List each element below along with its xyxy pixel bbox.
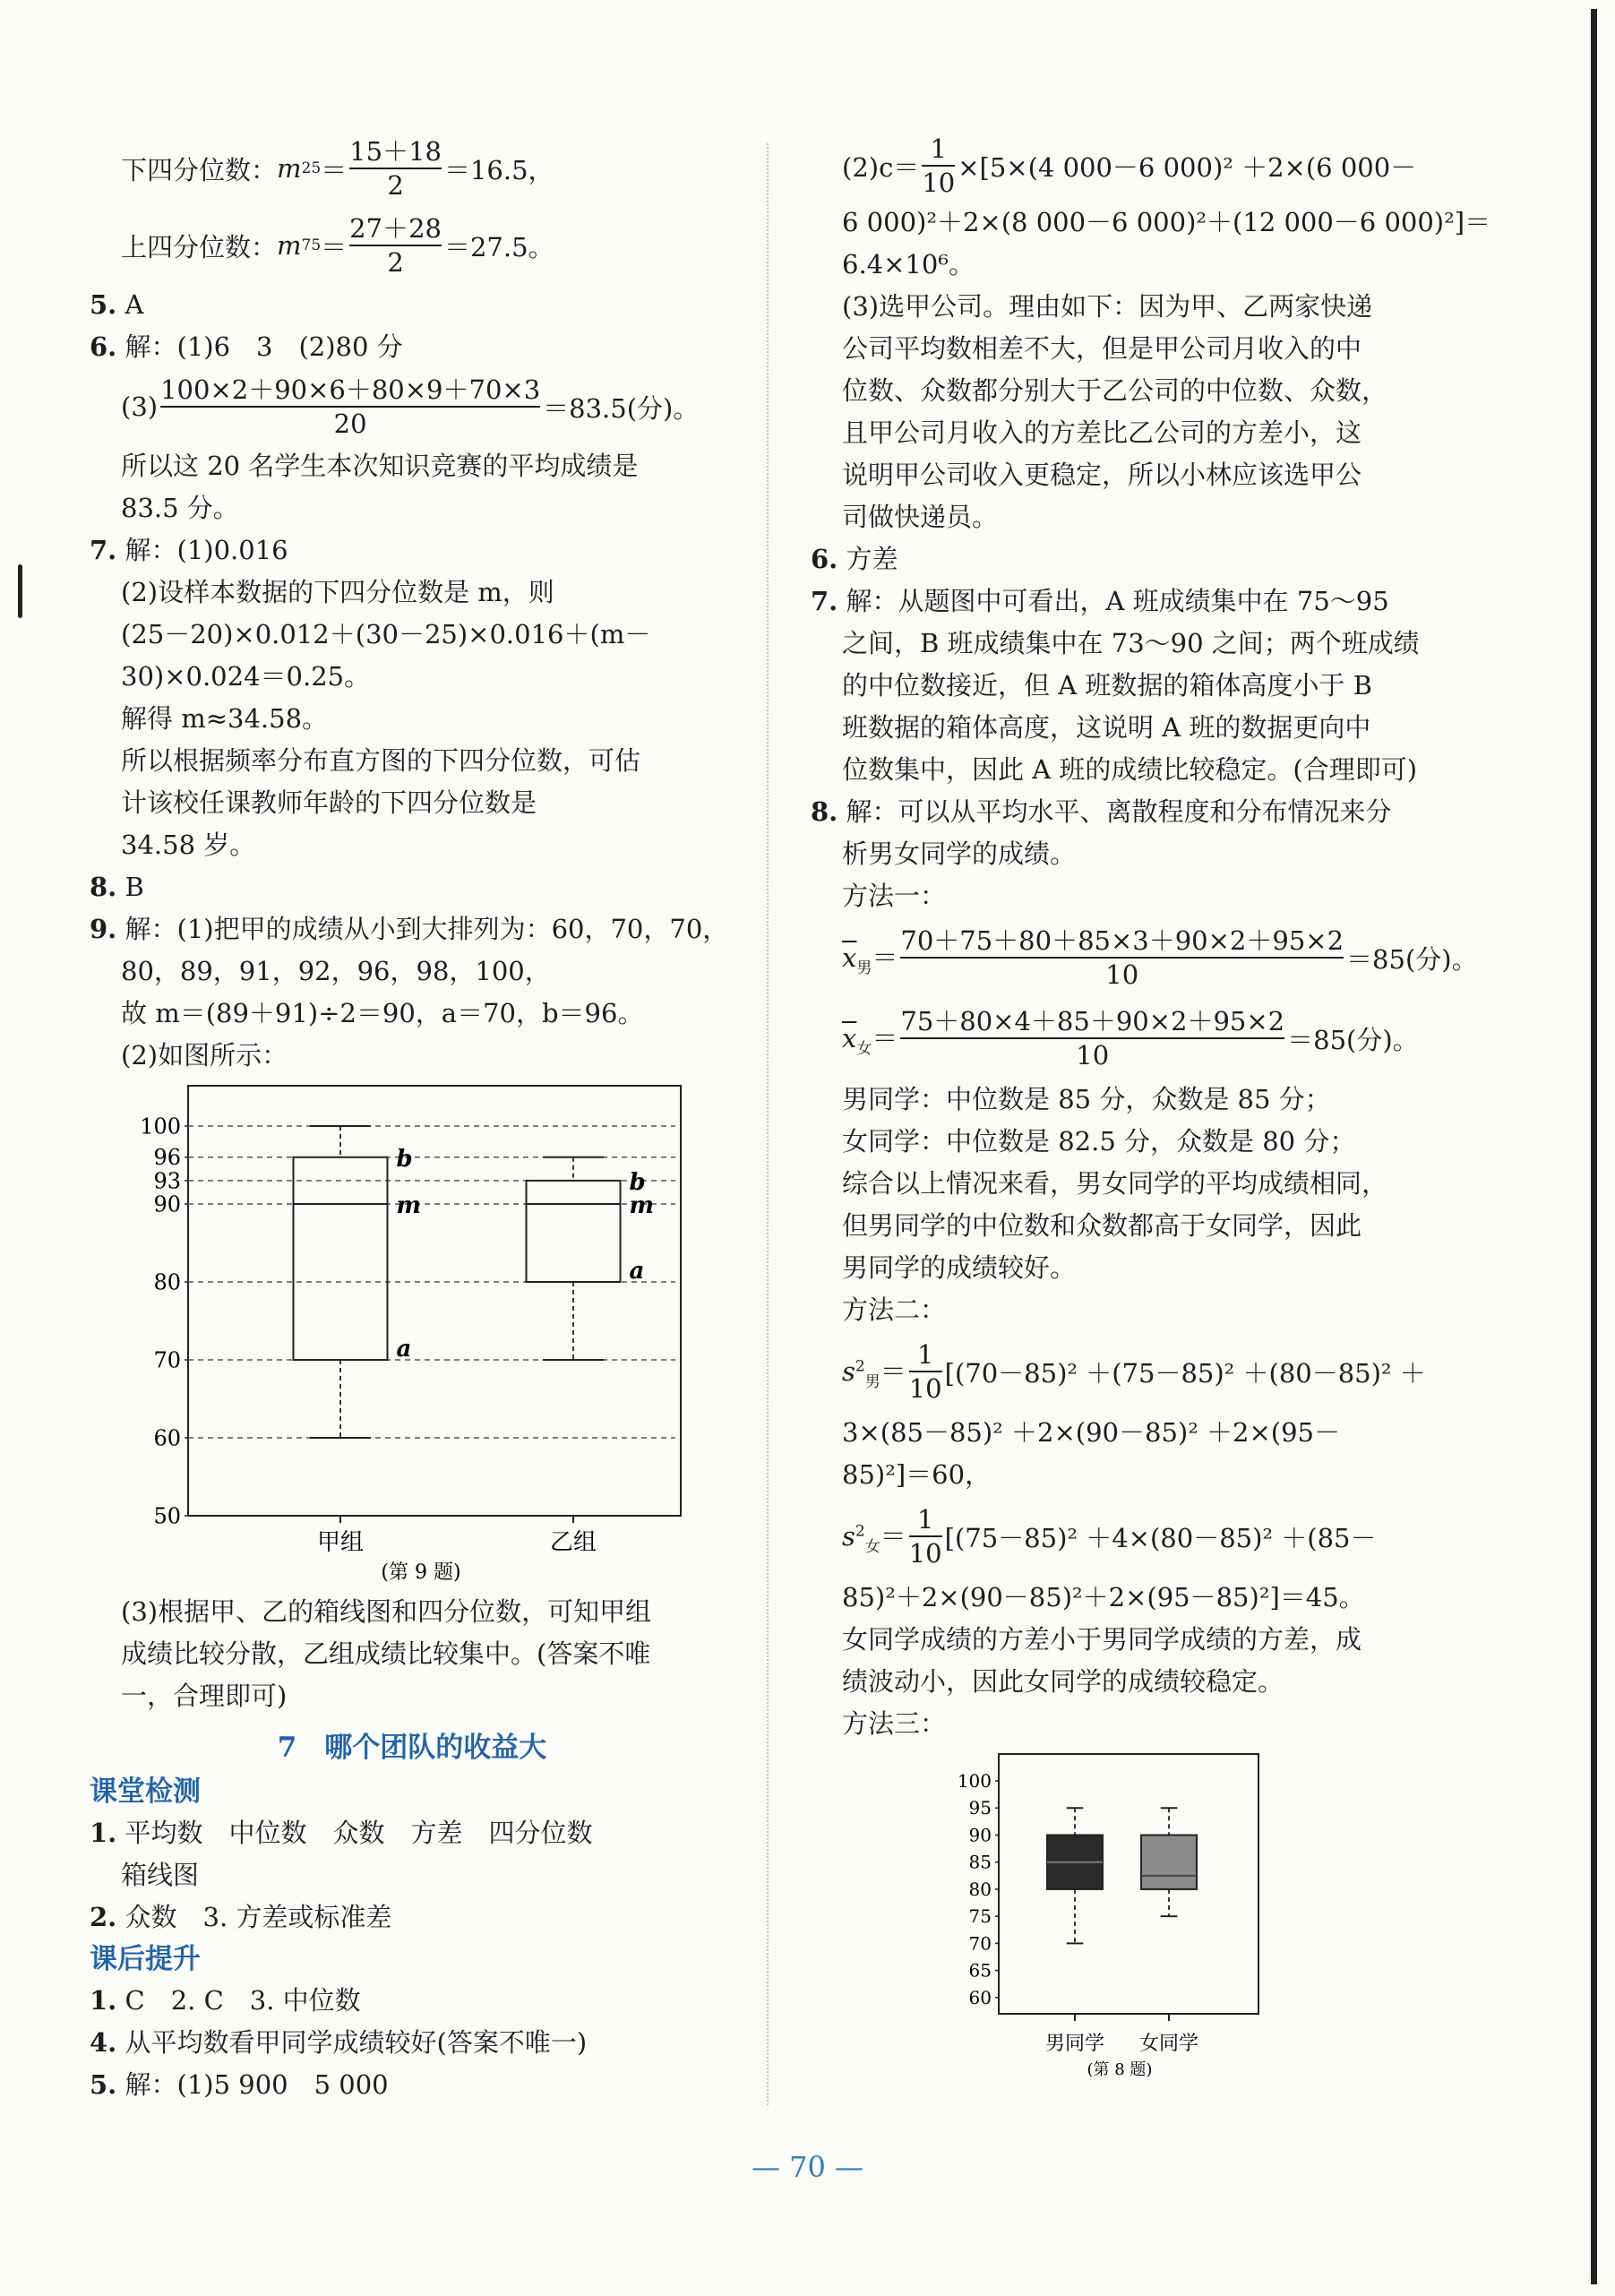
answer-text: 位数集中，因此 A 班的成绩比较稳定。(合理即可) bbox=[842, 754, 1418, 785]
mean-girl-formula bbox=[811, 998, 1465, 1079]
answer-text: (2)设样本数据的下四分位数是 m，则 bbox=[121, 577, 554, 607]
formula-result: ＝85(分)。 bbox=[1287, 1024, 1419, 1055]
answer-text: 司做快递员。 bbox=[842, 502, 999, 532]
denominator: 10 bbox=[909, 1535, 942, 1569]
formula-subscript: 女 bbox=[856, 1039, 872, 1058]
formula-subscript: 女 bbox=[864, 1537, 881, 1556]
annotation-label: m bbox=[396, 1192, 422, 1219]
answer-text: 6 000)²＋2×(8 000－6 000)²＋(12 000－6 000)²]＝ bbox=[842, 207, 1491, 237]
ketang-line bbox=[90, 1812, 734, 1854]
y-tick-label: 70 bbox=[153, 1347, 181, 1373]
question-number: 6. bbox=[90, 331, 117, 362]
answer-text: C 2. C 3. 中位数 bbox=[125, 1985, 361, 2016]
chart-title bbox=[954, 1745, 1050, 1746]
formula-result: ＝83.5(分)。 bbox=[543, 392, 700, 424]
answer-text: 析男女同学的成绩。 bbox=[842, 838, 1077, 869]
answer-text: 众数 3. 方差或标准差 bbox=[125, 1902, 392, 1932]
y-tick-label: 100 bbox=[957, 1770, 992, 1792]
answer-text: 所以根据频率分布直方图的下四分位数，可估 bbox=[121, 745, 641, 776]
answer-text: 班数据的箱体高度，这说明 A 班的数据更向中 bbox=[842, 712, 1371, 743]
subsection-heading-kehou: 课后提升 bbox=[90, 1943, 201, 1975]
chart-caption: (第 8 题) bbox=[1087, 2060, 1153, 2079]
lower-quartile-formula: 下四分位数： m 25 ＝ $\frac{15+18}{2}$ ＝16.5， bbox=[121, 136, 554, 201]
question-number: 7. bbox=[811, 586, 838, 616]
box-甲组 bbox=[294, 1157, 388, 1360]
answer-text: 解：从题图中可看出，A 班成绩集中在 75～95 bbox=[846, 586, 1389, 616]
kehou-line bbox=[90, 2022, 734, 2064]
annotation-label: a bbox=[396, 1336, 412, 1363]
answer-text: 且甲公司月收入的方差比乙公司的方差小，这 bbox=[842, 417, 1362, 448]
y-tick-label: 70 bbox=[968, 1932, 992, 1955]
question-number: 4. bbox=[90, 2027, 117, 2058]
answer-text: 30)×0.024＝0.25。 bbox=[121, 661, 371, 692]
denominator: 10 bbox=[900, 1037, 1284, 1071]
answer-text: 女同学：中位数是 82.5 分，众数是 80 分； bbox=[842, 1126, 1356, 1157]
formula-label: 上四分位数： bbox=[121, 231, 278, 262]
answer-7-line1 bbox=[811, 580, 1465, 623]
denominator: 20 bbox=[160, 406, 540, 440]
fraction bbox=[900, 1005, 1284, 1071]
answer-text: 男同学：中位数是 85 分，众数是 85 分； bbox=[842, 1084, 1331, 1114]
answer-text: 所以这 20 名学生本次知识竞赛的平均成绩是 bbox=[121, 451, 639, 481]
section-title: 7 哪个团队的收益大 bbox=[277, 1732, 547, 1764]
kehou-line bbox=[90, 2064, 734, 2106]
answer-text: 方法一： bbox=[842, 881, 947, 911]
question-number: 1. bbox=[90, 1818, 117, 1848]
boxplot-chart-q8 bbox=[811, 1745, 1465, 2089]
formula-subscript: 男 bbox=[856, 959, 872, 977]
answer-text: 解：(1)0.016 bbox=[125, 535, 288, 565]
answer-text: 解：(1)5 900 5 000 bbox=[125, 2069, 389, 2100]
symbol-char: $\overline{x}$ bbox=[842, 942, 857, 974]
answer-text: 平均数 中位数 众数 方差 四分位数 bbox=[125, 1818, 593, 1848]
question-number: 8. bbox=[90, 872, 117, 902]
answer-text: 一，合理即可) bbox=[121, 1681, 288, 1711]
answer-text: 成绩比较分散，乙组成绩比较集中。(答案不唯 bbox=[121, 1638, 651, 1669]
formula-subscript: 男 bbox=[864, 1372, 881, 1391]
answer-text: 位数、众数都分别大于乙公司的中位数、众数， bbox=[842, 375, 1388, 406]
answer-text: 83.5 分。 bbox=[121, 493, 239, 523]
answer-text: 从平均数看甲同学成绩较好(答案不唯一) bbox=[125, 2027, 588, 2058]
y-tick-label: 90 bbox=[153, 1191, 181, 1217]
formula-result: ＝85(分)。 bbox=[1346, 943, 1478, 975]
symbol-char: s bbox=[842, 1356, 855, 1388]
answer-text: B bbox=[125, 872, 144, 902]
answer-text: 说明甲公司收入更稳定，所以小林应该选甲公 bbox=[842, 460, 1362, 490]
annotation-label: b bbox=[396, 1145, 413, 1173]
numerator: 1 bbox=[916, 1504, 934, 1535]
scan-edge-mark bbox=[1591, 9, 1597, 2284]
fraction bbox=[349, 135, 442, 202]
question-number: 5. bbox=[90, 289, 117, 320]
answer-text: (2)如图所示： bbox=[121, 1040, 288, 1071]
denominator: 2 bbox=[349, 245, 442, 279]
y-tick-label: 50 bbox=[153, 1503, 181, 1529]
y-tick-label: 93 bbox=[153, 1168, 181, 1194]
numerator: 70＋75＋80＋85×3＋90×2＋95×2 bbox=[900, 925, 1344, 956]
right-column bbox=[811, 130, 1491, 2089]
numerator: 100×2＋90×6＋80×9＋70×3 bbox=[160, 374, 541, 405]
denominator: 2 bbox=[349, 168, 442, 202]
annotation-label: b bbox=[629, 1168, 646, 1196]
formula-label: (2)c＝ bbox=[842, 151, 920, 183]
answer-6-line1 bbox=[90, 326, 734, 368]
fraction bbox=[900, 924, 1344, 991]
page-number: — 70 — bbox=[751, 2150, 864, 2184]
numerator: 1 bbox=[916, 1339, 934, 1370]
fraction bbox=[349, 212, 442, 279]
fraction bbox=[160, 374, 540, 440]
answer-text: (3)根据甲、乙的箱线图和四分位数，可知甲组 bbox=[121, 1596, 652, 1627]
numerator: 15＋18 bbox=[349, 136, 442, 167]
formula-label: 下四分位数： bbox=[121, 154, 278, 185]
mean-boy-formula bbox=[811, 917, 1478, 998]
chart-frame bbox=[188, 1086, 681, 1516]
fraction bbox=[922, 133, 955, 199]
formula-label: (3) bbox=[121, 391, 159, 422]
answer-text: 6.4×10⁶。 bbox=[842, 249, 975, 279]
question-number: 9. bbox=[90, 914, 117, 944]
formula-result: ×[5×(4 000－6 000)² ＋2×(6 000－ bbox=[958, 151, 1417, 183]
answer-text: 3×(85－85)² ＋2×(90－85)² ＋2×(95－ bbox=[842, 1417, 1341, 1448]
variance-boy-formula bbox=[811, 1331, 1465, 1412]
ketang-line bbox=[90, 1896, 734, 1939]
chart-caption: (第 9 题) bbox=[381, 1561, 461, 1584]
answer-text: 解：可以从平均水平、离散程度和分布情况来分 bbox=[846, 796, 1392, 827]
formula-result: ＝16.5， bbox=[443, 154, 554, 185]
x-category-label: 女同学 bbox=[1138, 2033, 1199, 2055]
answer-text: 之间，B 班成绩集中在 73～90 之间；两个班成绩 bbox=[842, 628, 1420, 658]
variance-symbol: $s^2_男=$ bbox=[842, 1356, 906, 1391]
question-number: 1. bbox=[90, 1985, 117, 2016]
annotation-label: m bbox=[629, 1192, 655, 1219]
formula-subscript: 25 bbox=[301, 159, 322, 177]
question-number: 7. bbox=[90, 535, 117, 565]
answer-text: 女同学成绩的方差小于男同学成绩的方差，成 bbox=[842, 1624, 1362, 1655]
answer-text: 解：(1)6 3 (2)80 分 bbox=[125, 331, 403, 362]
answer-text: 85)²]＝60， bbox=[842, 1459, 992, 1490]
chart-frame bbox=[999, 1754, 1258, 2014]
y-tick-label: 85 bbox=[968, 1851, 992, 1873]
question-number: 6. bbox=[811, 544, 838, 574]
answer-8 bbox=[90, 866, 734, 908]
box-乙组 bbox=[527, 1181, 621, 1282]
numerator: 75＋80×4＋85＋90×2＋95×2 bbox=[900, 1006, 1285, 1036]
answer-text: 综合以上情况来看，男女同学的平均成绩相同， bbox=[842, 1168, 1388, 1199]
y-tick-label: 90 bbox=[968, 1824, 992, 1846]
question-number: 8. bbox=[811, 796, 838, 827]
kehou-line bbox=[90, 1980, 734, 2022]
answer-text: 公司平均数相差不大，但是甲公司月收入的中 bbox=[842, 333, 1362, 364]
y-tick-label: 96 bbox=[153, 1145, 181, 1171]
mean-symbol: $\overline{x}_女=$ bbox=[842, 1023, 898, 1058]
answer-text: 方法三： bbox=[842, 1708, 947, 1739]
question-number: 5. bbox=[90, 2069, 117, 2100]
answer-text: 34.58 岁。 bbox=[121, 830, 256, 860]
formula-subscript: 75 bbox=[301, 236, 322, 254]
boxplot-chart-q9 bbox=[90, 1077, 734, 1591]
question-number: 2. bbox=[90, 1902, 117, 1932]
denominator: 10 bbox=[900, 957, 1344, 991]
formula-result: [(70－85)² ＋(75－85)² ＋(80－85)² ＋ bbox=[944, 1357, 1426, 1389]
scan-speck bbox=[18, 564, 22, 618]
answer-7-line1 bbox=[90, 529, 734, 572]
y-tick-label: 65 bbox=[968, 1959, 992, 1982]
answer-text: 85)²＋2×(90－85)²＋2×(95－85)²]＝45。 bbox=[842, 1582, 1365, 1612]
box-女同学 bbox=[1141, 1835, 1197, 1888]
answer-5 bbox=[90, 284, 734, 326]
fraction bbox=[909, 1338, 942, 1405]
answer-text: 箱线图 bbox=[121, 1860, 200, 1890]
numerator: 1 bbox=[930, 133, 947, 164]
variance-c-formula bbox=[811, 130, 1465, 202]
y-tick-label: 75 bbox=[968, 1905, 992, 1928]
x-category-label: 男同学 bbox=[1044, 2033, 1105, 2055]
answer-text: 解得 m≈34.58。 bbox=[121, 703, 329, 734]
x-category-label: 甲组 bbox=[316, 1529, 365, 1556]
y-tick-label: 60 bbox=[968, 1986, 992, 2008]
answer-text: (25－20)×0.012＋(30－25)×0.016＋(m－ bbox=[121, 619, 651, 649]
answer-text: 绩波动小，因此女同学的成绩较稳定。 bbox=[842, 1666, 1284, 1697]
variance-symbol: $s^2_女=$ bbox=[842, 1521, 906, 1556]
denominator: 10 bbox=[909, 1371, 942, 1405]
formula-result: [(75－85)² ＋4×(80－85)² ＋(85－ bbox=[944, 1522, 1377, 1553]
answer-6-formula bbox=[90, 368, 734, 445]
numerator: 27＋28 bbox=[349, 213, 442, 244]
answer-text: 方差 bbox=[846, 544, 898, 574]
answer-text: A bbox=[125, 289, 144, 320]
column-divider bbox=[767, 143, 769, 2105]
y-tick-label: 100 bbox=[140, 1114, 181, 1139]
answer-9-line1 bbox=[90, 908, 734, 950]
upper-quartile-formula: 上四分位数： m 75 ＝ $\frac{27+28}{2}$ ＝27.5。 bbox=[121, 213, 554, 278]
boxplot-q9-svg bbox=[90, 1077, 734, 1587]
y-tick-label: 95 bbox=[968, 1797, 992, 1819]
y-tick-label: 60 bbox=[153, 1425, 181, 1451]
subsection-heading-ketang: 课堂检测 bbox=[90, 1776, 201, 1808]
answer-text: (3)选甲公司。理由如下：因为甲、乙两家快递 bbox=[842, 291, 1373, 322]
answer-text: 80，89，91，92，96，98，100， bbox=[121, 956, 551, 986]
fraction bbox=[909, 1503, 942, 1569]
mean-symbol: $\overline{x}_男=$ bbox=[842, 942, 898, 977]
answer-8-line1 bbox=[811, 791, 1465, 833]
boxplot-q8-svg bbox=[811, 1745, 1276, 2085]
answer-text: 计该校任课教师年龄的下四分位数是 bbox=[121, 787, 537, 818]
x-category-label: 乙组 bbox=[549, 1529, 597, 1556]
answer-text: 但男同学的中位数和众数都高于女同学，因此 bbox=[842, 1210, 1362, 1241]
variance-girl-formula bbox=[811, 1496, 1465, 1577]
y-tick-label: 80 bbox=[153, 1269, 181, 1295]
answer-text: 方法二： bbox=[842, 1294, 947, 1325]
left-column bbox=[90, 130, 734, 2106]
symbol-char: s bbox=[842, 1521, 855, 1552]
annotation-label: a bbox=[629, 1258, 645, 1285]
denominator: 10 bbox=[922, 165, 955, 199]
y-tick-label: 80 bbox=[968, 1878, 992, 1900]
answer-text: 的中位数接近，但 A 班数据的箱体高度小于 B bbox=[842, 670, 1372, 701]
formula-result: ＝27.5。 bbox=[443, 231, 554, 262]
answer-text: 故 m＝(89＋91)÷2＝90，a＝70，b＝96。 bbox=[121, 998, 644, 1028]
symbol-char: $\overline{x}$ bbox=[842, 1023, 857, 1054]
answer-6 bbox=[811, 538, 1465, 580]
answer-text: 解：(1)把甲的成绩从小到大排列为：60，70，70， bbox=[125, 914, 729, 944]
answer-text: 男同学的成绩较好。 bbox=[842, 1252, 1077, 1283]
